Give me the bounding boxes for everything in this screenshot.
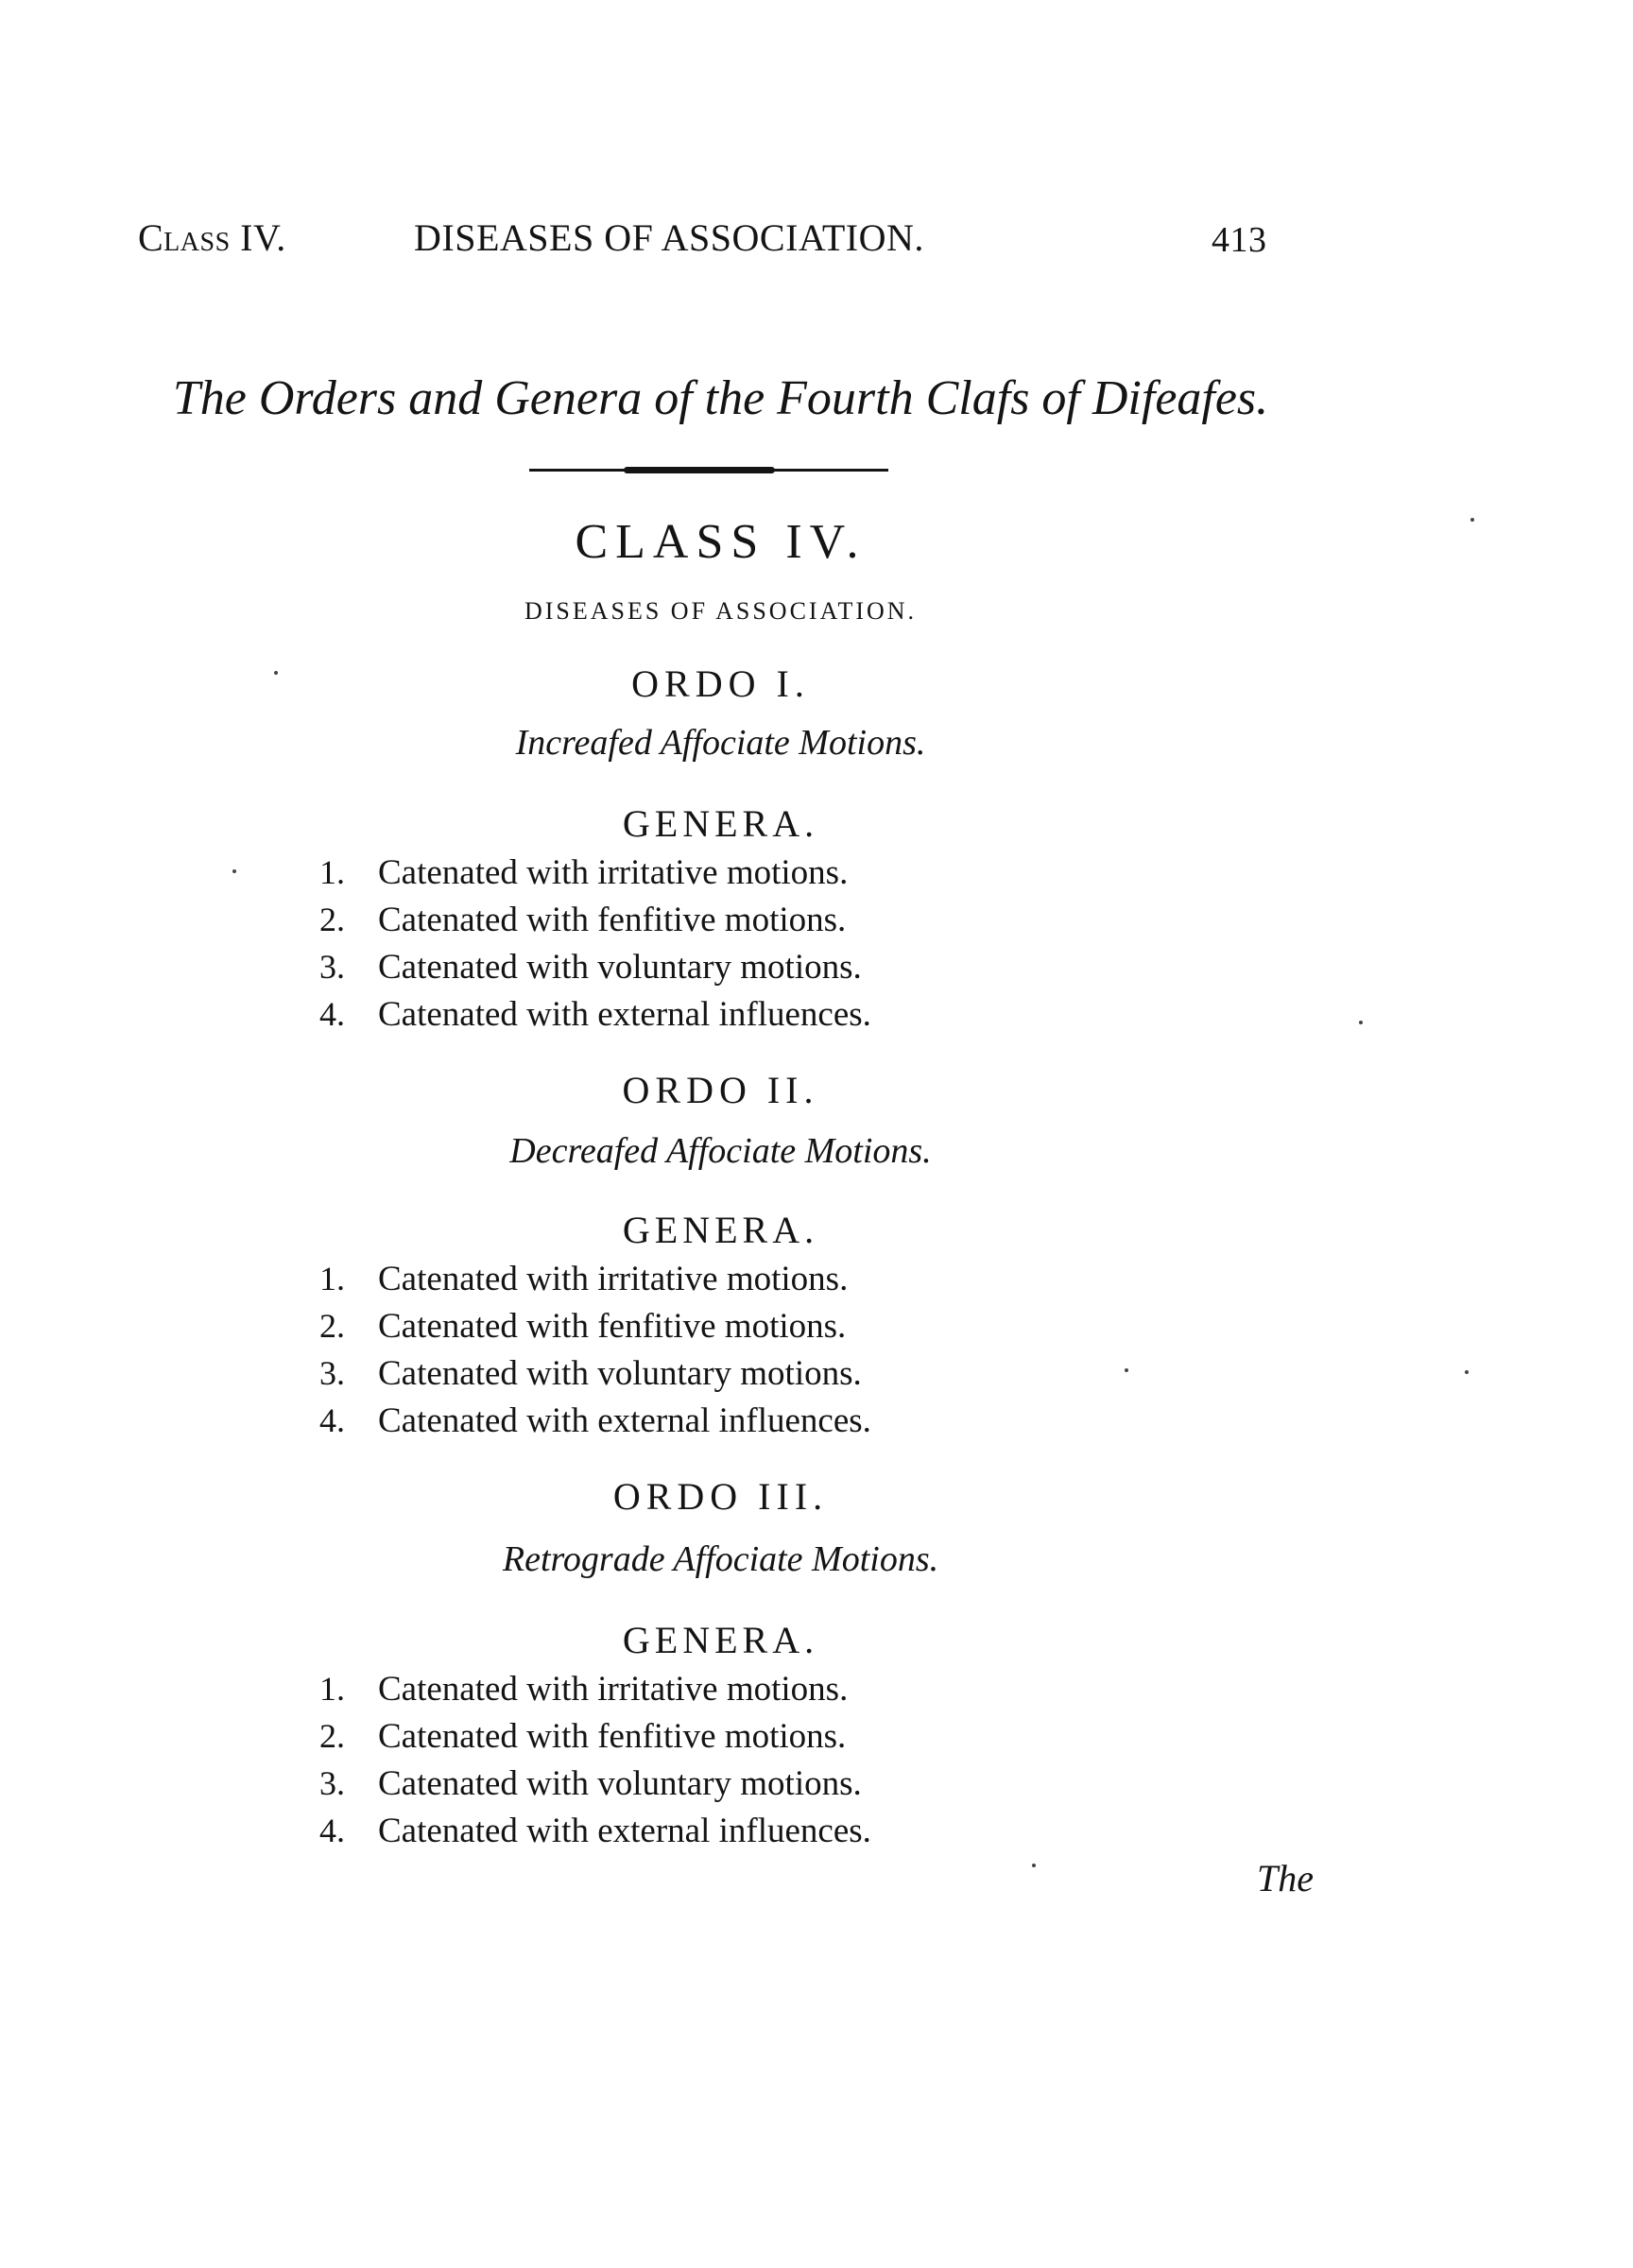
list-item [319, 1807, 1075, 1854]
item-number: 2. [319, 1307, 345, 1345]
item-number: 3. [319, 1764, 345, 1802]
scan-speck [274, 671, 278, 675]
item-text: Catenated with fenfitive motions. [378, 901, 847, 939]
item-text: Catenated with external influences. [378, 1401, 871, 1440]
genera-list [319, 849, 1075, 1038]
item-text: Catenated with voluntary motions. [378, 1354, 862, 1393]
running-head-title: DISEASES OF ASSOCIATION. [414, 216, 924, 259]
decorative-rule [529, 469, 888, 472]
class-heading: CLASS IV. [575, 515, 867, 569]
list-item [319, 1302, 1075, 1349]
genera-list [319, 1255, 1075, 1444]
list-item [319, 990, 1075, 1038]
item-number: 3. [319, 1354, 345, 1392]
list-item [319, 1665, 1075, 1712]
page-title: The Orders and Genera of the Fourth Clafs of Difeafes. [172, 371, 1269, 425]
item-text: Catenated with external influences. [378, 1812, 871, 1850]
running-head-class: Class IV. [138, 216, 286, 259]
item-text: Catenated with fenfitive motions. [378, 1307, 847, 1346]
list-item [319, 1760, 1075, 1807]
item-text: Catenated with irritative motions. [378, 1670, 849, 1709]
catchword: The [1257, 1857, 1314, 1899]
ordo-title: Increafed Affociate Motions. [515, 723, 926, 763]
ordo-heading: ORDO I. [631, 662, 810, 705]
list-item [319, 849, 1075, 896]
item-text: Catenated with irritative motions. [378, 853, 849, 892]
ordo-heading: ORDO II. [622, 1069, 819, 1111]
scan-speck [232, 869, 236, 873]
scan-speck [1359, 1021, 1363, 1024]
list-item [319, 1349, 1075, 1397]
item-number: 4. [319, 1401, 345, 1439]
scan-speck [1125, 1368, 1128, 1372]
genera-heading: GENERA. [622, 1209, 819, 1251]
scan-speck [1032, 1864, 1036, 1867]
ordo-title: Decreafed Affociate Motions. [509, 1131, 932, 1171]
item-text: Catenated with voluntary motions. [378, 948, 862, 987]
item-number: 1. [319, 853, 345, 891]
list-item [319, 943, 1075, 990]
list-item [319, 1397, 1075, 1444]
scan-speck [1470, 518, 1474, 522]
genera-list [319, 1665, 1075, 1854]
item-number: 4. [319, 1812, 345, 1849]
ordo-heading: ORDO III. [612, 1475, 829, 1518]
list-item [319, 1712, 1075, 1760]
ordo-title: Retrograde Affociate Motions. [502, 1539, 939, 1579]
item-text: Catenated with external influences. [378, 995, 871, 1034]
genera-heading: GENERA. [622, 802, 819, 845]
item-number: 1. [319, 1670, 345, 1708]
item-number: 3. [319, 948, 345, 986]
item-text: Catenated with voluntary motions. [378, 1764, 862, 1803]
list-item [319, 1255, 1075, 1302]
item-number: 1. [319, 1260, 345, 1297]
item-number: 4. [319, 995, 345, 1033]
scan-speck [1465, 1370, 1469, 1374]
genera-heading: GENERA. [622, 1619, 819, 1661]
list-item [319, 896, 1075, 943]
item-text: Catenated with fenfitive motions. [378, 1717, 847, 1756]
item-text: Catenated with irritative motions. [378, 1260, 849, 1298]
class-subheading: DISEASES OF ASSOCIATION. [524, 597, 918, 625]
item-number: 2. [319, 901, 345, 938]
page-number: 413 [1212, 220, 1267, 260]
item-number: 2. [319, 1717, 345, 1755]
running-head [0, 215, 1633, 272]
